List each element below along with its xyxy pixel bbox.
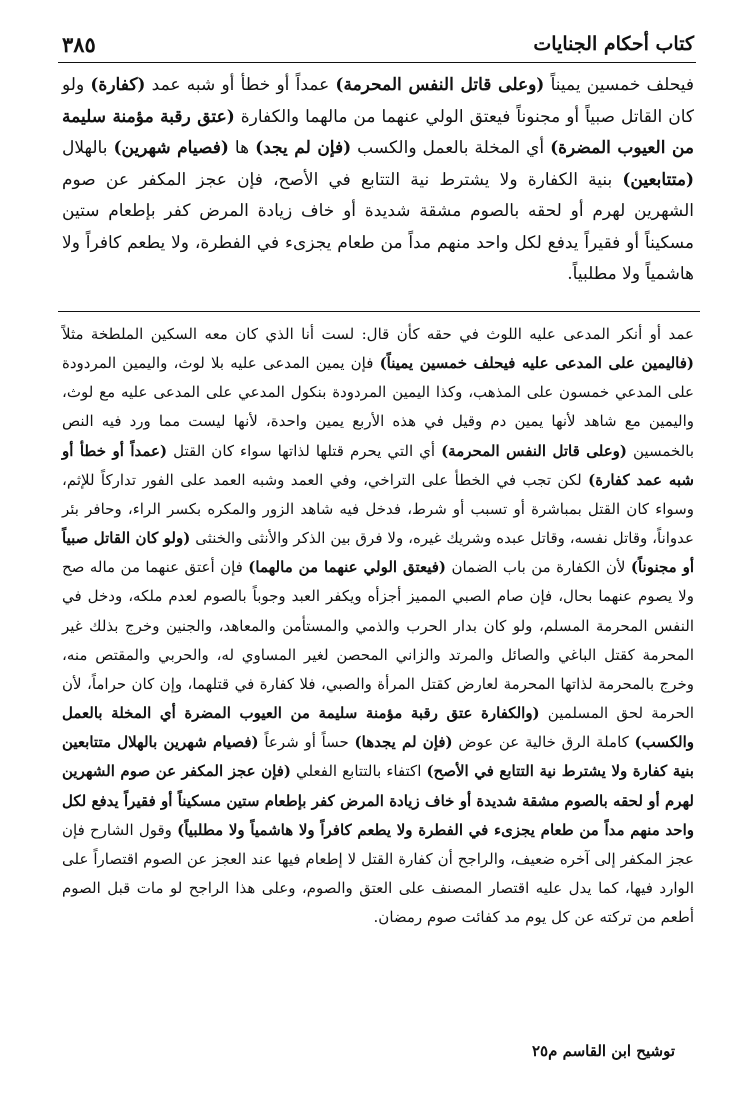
bold-quote-segment: (متتابعين): [622, 169, 694, 190]
footnote-divider: [58, 311, 700, 312]
text-segment: لأن الكفارة من باب الضمان: [446, 558, 631, 577]
text-segment: بالهلال: [62, 138, 114, 158]
text-segment: حساً أو شرعاً: [258, 733, 355, 752]
bold-quote-segment: (فصيام شهرين بالهلال متتابعين بنية كفارة ولا يشترط نية التتابع في الأصح): [62, 733, 694, 781]
text-segment: أي المخلة بالعمل والكسب: [351, 138, 551, 158]
bold-quote-segment: (فإن عجز المكفر عن صوم الشهرين لهرم أو لحقه بالصوم مشقة شديدة أو خاف زيادة المرض كفر بإطعام ستين مسكيناً أو فقيراً يدفع لكل واحد منهم مداً من طعام يجزىء في الفطرة ولا يطعم كافراً ولا هاشمياً ولا مطلبياً): [62, 762, 694, 839]
bold-quote-segment: (فيعتق الولي عنهما من مالهما): [248, 558, 447, 577]
bold-quote-segment: (فإن لم يجدها): [354, 733, 453, 752]
text-segment: بنية الكفارة ولا يشترط نية التتابع في الأصح، فإن عجز المكفر عن صوم الشهرين لهرم أو لحقه بالصوم مشقة شديدة أو خاف زيادة المرض كفر بإطعام ستين مسكيناً أو فقيراً يدفع لكل واحد منهم مداً من طعام يجزىء في الفطرة، ولا يطعم كافراً ولا هاشمياً ولا مطلبياً.: [62, 169, 694, 284]
bold-quote-segment: (ولو كان القاتل صبياً أو مجنوناً): [62, 529, 695, 577]
text-segment: لكن تجب في الخطأ على التراخي، وفي العمد وشبه العمد على الفور تداركاً للإثم، وسواء كان القتل بمباشرة أو تسبب أو شرط، فدخل فيه شاهد الزور والمكره بكسر الراء، وحافر بئر عدواناً، وقاتل نفسه، وقاتل عبده وشريك غيره، ولا فرق بين الذكر والأنثى والخنثى: [62, 470, 694, 548]
main-text: [62, 70, 694, 291]
bold-quote-segment: (فإن لم يجد): [255, 138, 352, 158]
bold-quote-segment: (عمداً أو خطأ أو شبه عمد كفارة): [62, 441, 694, 489]
text-segment: اكتفاء بالتتابع الفعلي: [290, 762, 427, 781]
commentary-text: [62, 320, 694, 932]
bold-quote-segment: (فاليمين على المدعى عليه فيحلف خمسين يميناً): [379, 354, 695, 373]
bold-quote-segment: (عتق رقبة مؤمنة سليمة من العيوب المضرة): [62, 106, 695, 158]
page-header: [58, 30, 696, 63]
text-segment: فإن يمين المدعى عليه بلا لوث، واليمين المردودة على المدعي خمسون على المذهب، وكذا اليمين المردودة بنكول المدعي على المدعى عليه مع لوث، واليمين مع شاهد لأنها يمين دم وقيل في هذه الأربع يمين واحدة، لأنها ليست مما ورد فيه النص بالخمسين: [62, 354, 694, 460]
text-segment: فيحلف خمسين يميناً: [544, 75, 695, 95]
footer-signature: توشيح ابن القاسم م٢٥: [532, 1042, 675, 1060]
text-segment: كاملة الرق خالية عن عوض: [452, 733, 635, 752]
text-segment: فإن أعتق عنهما من ماله صح ولا يصوم عنهما بحال، فإن صام الصبي المميز أجزأه ويكفر العبد وجوباً بالصوم لعدم ملكه، ودخل في النفس المحرمة المسلم، ولو كان بدار الحرب والذمي والمستأمن والمعاهد، والجنين وخرج بذلك غير المحرمة كقتل الباغي والصائل والمرتد والزاني المحصن لغير المساوي له، والحربي والمقتص منه، وخرج بالمحرمة لذاتها المحرمة لعارض كقتل المرأة والصبي، فلا كفارة في قتلهما، وإن كان حراماً، لأن الحرمة لحق المسلمين: [62, 558, 694, 723]
bold-quote-segment: (والكفارة عتق رقبة مؤمنة سليمة من العيوب المضرة أي المخلة بالعمل والكسب): [62, 704, 695, 752]
text-segment: ولو كان القاتل صبياً أو مجنوناً فيعتق الولي عنهما من مالهما والكفارة: [62, 75, 695, 127]
text-segment: ها: [228, 138, 256, 158]
text-segment: عمد أو أنكر المدعى عليه اللوث في حقه كأن قال: لست أنا الذي كان معه السكين الملطخة مثلاً: [62, 325, 694, 343]
bold-quote-segment: (كفارة): [90, 75, 146, 95]
page-number: ٣٨٥: [62, 32, 96, 57]
text-segment: وقول الشارح فإن عجز المكفر إلى آخره ضعيف، والراجح أن كفارة القتل لا إطعام فيها عند العجز عن الصوم اقتصاراً على الوارد فيها، كما يدل عليه اقتصار المصنف على العتق والصوم، وعلى هذا الراجح لو مات قبل الصوم أطعم من تركته عن كل يوم مد كفائت صوم رمضان.: [62, 820, 694, 927]
text-segment: أي التي يحرم قتلها لذاتها سواء كان القتل: [167, 441, 442, 460]
text-segment: عمداً أو خطأ أو شبه عمد: [145, 75, 336, 95]
bold-quote-segment: (وعلى قاتل النفس المحرمة): [335, 75, 545, 95]
bold-quote-segment: (وعلى قاتل النفس المحرمة): [441, 441, 627, 460]
bold-quote-segment: (فصيام شهرين): [113, 138, 229, 158]
book-title: كتاب أحكام الجنايات: [533, 33, 694, 55]
